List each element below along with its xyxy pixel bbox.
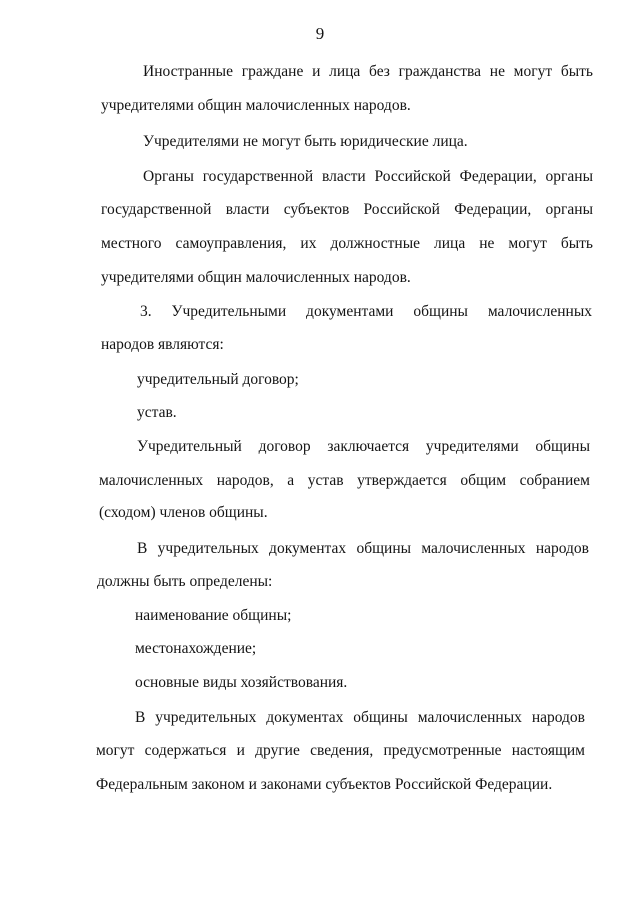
text-line: Органы государственной власти Российской Федерации, органы <box>143 168 593 185</box>
text-line: В учредительных документах общины малочисленных народов <box>137 540 589 557</box>
text-line: учредителями общин малочисленных народов. <box>101 269 411 286</box>
text-line: учредителями общин малочисленных народов. <box>101 97 411 114</box>
text-line: Иностранные граждане и лица без гражданства не могут быть <box>143 63 593 80</box>
text-line: (сходом) членов общины. <box>99 504 268 521</box>
text-line: государственной власти субъектов Российской Федерации, органы <box>101 201 593 218</box>
list-item: устав. <box>137 404 177 421</box>
list-item: наименование общины; <box>135 607 292 624</box>
page-number: 9 <box>315 24 325 43</box>
text-line: Учредителями не могут быть юридические лица. <box>143 133 468 150</box>
text-line: должны быть определены: <box>97 573 273 590</box>
text-line: 3. Учредительными документами общины малочисленных <box>140 303 592 320</box>
text-line: народов являются: <box>101 336 224 353</box>
text-line: Учредительный договор заключается учредителями общины <box>137 438 590 455</box>
text-line: малочисленных народов, а устав утверждается общим собранием <box>99 472 590 489</box>
text-line: В учредительных документах общины малочисленных народов <box>135 709 585 726</box>
list-item: местонахождение; <box>135 640 257 657</box>
list-item: основные виды хозяйствования. <box>135 674 348 691</box>
text-line: Федеральным законом и законами субъектов Российской Федерации. <box>96 776 553 793</box>
text-line: местного самоуправления, их должностные лица не могут быть <box>101 235 593 252</box>
text-line: могут содержаться и другие сведения, предусмотренные настоящим <box>96 742 585 759</box>
list-item: учредительный договор; <box>137 371 299 388</box>
